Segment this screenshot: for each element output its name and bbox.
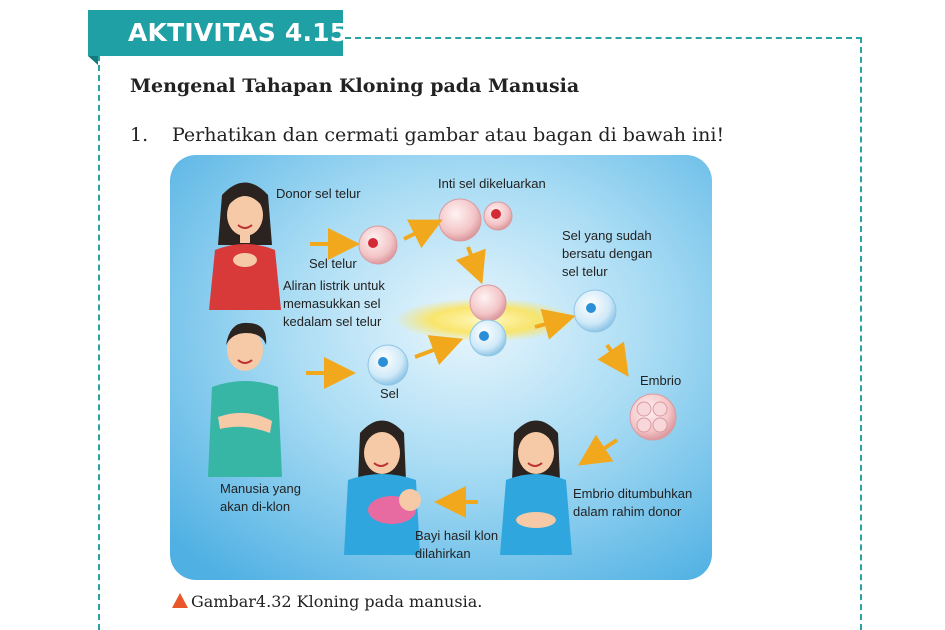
caption-triangle-icon — [172, 593, 188, 608]
label-manusia-1: Manusia yang — [220, 481, 301, 496]
cloning-diagram-svg — [170, 155, 712, 580]
label-donor: Donor sel telur — [276, 186, 361, 201]
label-bayi-1: Bayi hasil klon — [415, 528, 499, 543]
removed-nucleus — [484, 202, 512, 230]
frame-top-border — [345, 37, 862, 39]
label-manusia-2: akan di-klon — [220, 499, 291, 514]
label-inti: Inti sel dikeluarkan — [438, 176, 546, 191]
label-bersatu-2: bersatu dengan — [562, 246, 653, 261]
frame-left-border — [98, 55, 100, 630]
cloning-diagram — [170, 155, 712, 580]
fused-cell — [574, 290, 616, 332]
enucleated-egg-cell — [439, 199, 481, 241]
activity-tab-fold — [88, 56, 98, 65]
label-bayi-2: dilahirkan — [415, 546, 471, 561]
label-sel: Sel — [380, 386, 399, 401]
section-heading: Mengenal Tahapan Kloning pada Manusia — [130, 75, 580, 97]
figure-caption — [172, 592, 482, 611]
egg-cell-with-nucleus — [359, 226, 397, 264]
embryo-cell — [630, 394, 676, 440]
label-bersatu-1: Sel yang sudah — [562, 228, 652, 243]
label-ditumbuhkan-2: dalam rahim donor — [573, 504, 682, 519]
label-embrio: Embrio — [640, 373, 682, 388]
activity-label: AKTIVITAS 4.15 — [128, 18, 348, 47]
body-cell — [368, 345, 408, 385]
label-sel-telur: Sel telur — [309, 256, 357, 271]
item-number: 1. — [130, 124, 149, 146]
label-aliran-2: memasukkan sel — [283, 296, 381, 311]
caption-text: Gambar4.32 Kloning pada manusia. — [191, 592, 483, 611]
label-ditumbuhkan-1: Embrio ditumbuhkan — [573, 486, 693, 501]
label-bersatu-3: sel telur — [562, 264, 608, 279]
label-aliran-1: Aliran listrik untuk — [283, 278, 385, 293]
item-instruction: Perhatikan dan cermati gambar atau bagan di bawah ini! — [172, 124, 725, 146]
label-aliran-3: kedalam sel telur — [283, 314, 382, 329]
frame-right-border — [860, 37, 862, 630]
